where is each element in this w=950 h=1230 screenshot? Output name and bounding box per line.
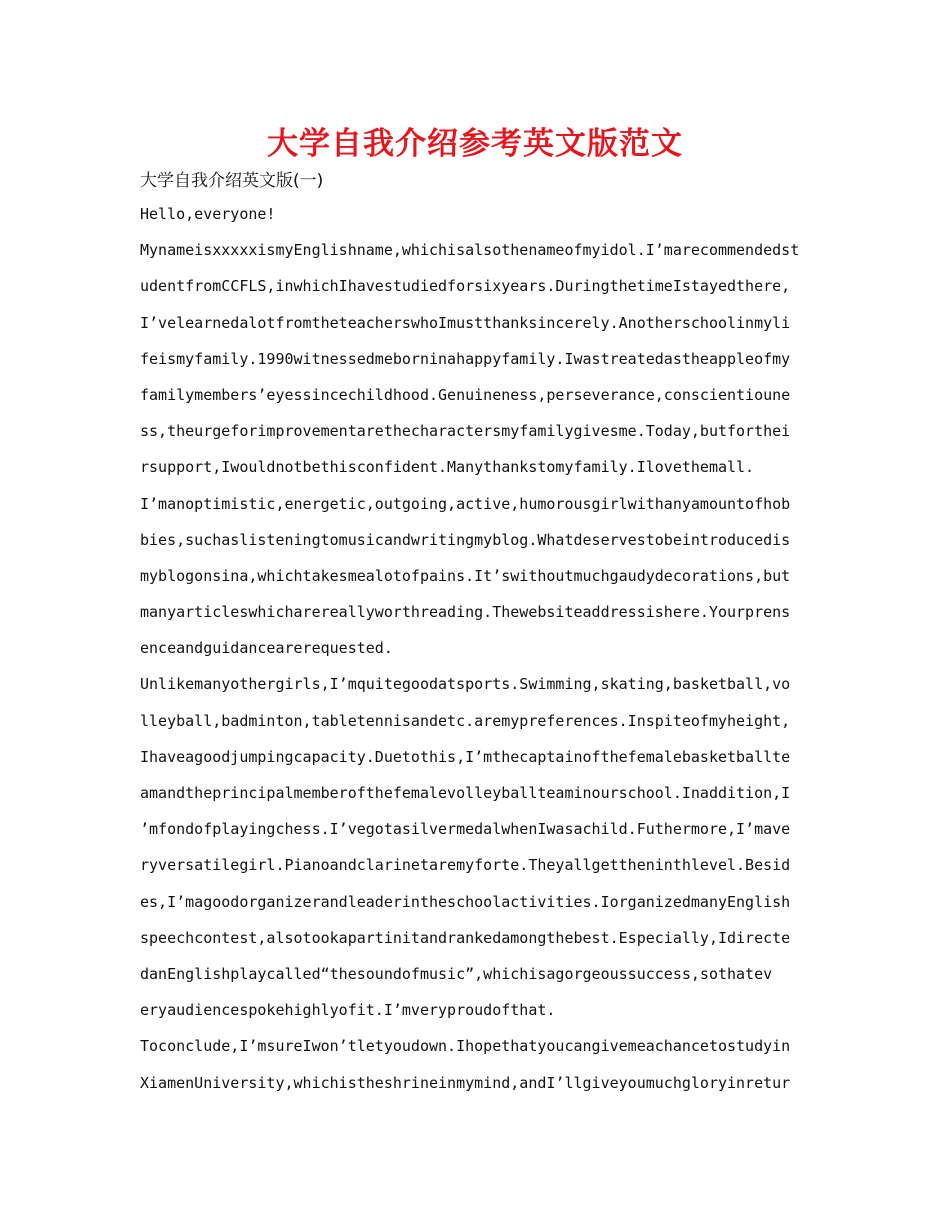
body-line: I’velearnedalotfromtheteacherswhoImustthanksincerely.Anotherschoolinmyli xyxy=(140,313,791,332)
body-line: familymembers’eyessincechildhood.Genuineness,perseverance,conscientioune xyxy=(140,385,791,404)
body-line: feismyfamily.1990witnessedmeborninahappyfamily.Iwastreatedastheappleofmy xyxy=(140,349,791,368)
body-line: eryaudiencespokehighlyofit.I’mveryproudofthat. xyxy=(140,1001,556,1020)
body-line: Hello,everyone! xyxy=(140,205,276,223)
body-line: bies,suchaslisteningtomusicandwritingmyblog.Whatdeservestobeintroducedis xyxy=(140,530,791,549)
body-line: Unlikemanyothergirls,I’mquitegoodatsports.Swimming,skating,basketball,vo xyxy=(140,675,791,694)
body-line: manyarticleswhicharereallyworthreading.Thewebsiteaddressishere.Yourprens xyxy=(140,603,791,622)
body-line: udentfromCCFLS,inwhichIhavestudiedforsixyears.DuringthetimeIstayedthere, xyxy=(140,277,791,296)
body-line: rsupport,Iwouldnotbethisconfident.Manythankstomyfamily.Ilovethemall. xyxy=(140,458,755,477)
body-line: Ihaveagoodjumpingcapacity.Duetothis,I’mthecaptainofthefemalebasketballte xyxy=(140,747,791,766)
body-line: danEnglishplaycalled“thesoundofmusic”,whichisagorgeoussuccess,sothatev xyxy=(140,964,773,983)
body-text xyxy=(140,198,812,1103)
document-title: 大学自我介绍参考英文版范文 xyxy=(267,126,683,162)
body-line: XiamenUniversity,whichistheshrineinmymind,andI’llgiveyoumuchgloryinretur xyxy=(140,1073,791,1092)
section-heading: 大学自我介绍英文版(一) xyxy=(140,171,324,191)
body-line: ryversatilegirl.Pianoandclarinetaremyforte.Theyallgettheninthlevel.Besid xyxy=(140,856,791,875)
body-line: myblogonsina,whichtakesmealotofpains.It’swithoutmuchgaudydecorations,but xyxy=(140,566,791,585)
body-line: es,I’magoodorganizerandleaderintheschoolactivities.IorganizedmanyEnglish xyxy=(140,892,791,911)
body-line: MynameisxxxxxismyEnglishname,whichisalsothenameofmyidol.I’marecommendedst xyxy=(140,241,800,260)
body-line: ’mfondofplayingchess.I’vegotasilvermedalwhenIwasachild.Futhermore,I’mave xyxy=(140,820,791,839)
body-line: ss,theurgeforimprovementarethecharactersmyfamilygivesme.Today,butforthei xyxy=(140,422,791,441)
body-line: I’manoptimistic,energetic,outgoing,active,humorousgirlwithanyamountofhob xyxy=(140,494,791,513)
body-line: speechcontest,alsotookapartinitandrankedamongthebest.Especially,Idirecte xyxy=(140,928,791,947)
body-line: lleyball,badminton,tabletennisandetc.aremypreferences.Inspiteofmyheight, xyxy=(140,711,791,730)
body-line: Toconclude,I’msureIwon’tletyoudown.Ihopethatyoucangivemeachancetostudyin xyxy=(140,1037,791,1056)
body-line: enceandguidancearerequested. xyxy=(140,639,393,658)
body-line: amandtheprincipalmemberofthefemalevolleyballteaminourschool.Inaddition,I xyxy=(140,784,791,802)
